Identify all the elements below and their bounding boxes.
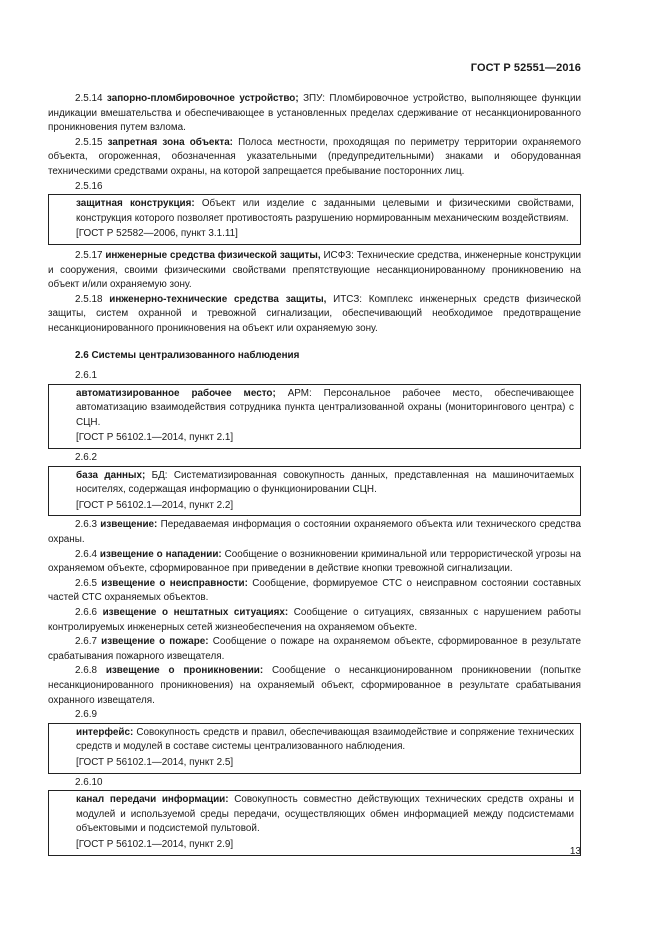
clause-2-6-10 [76,793,574,837]
clause-2-5-18 [48,293,581,337]
definition: ИСФЗ: Технические средства, инженерные конструкции и сооружения, своими физическими свойствами препятствующие несанкционированному проникновению на объект и/или охраняемую зону. [48,249,581,291]
clause-2-6-1 [76,387,574,431]
clause-2-5-14 [48,92,581,136]
term: извещение о нештатных ситуациях: [102,607,289,618]
term: извещение: [100,519,158,531]
term-box-2-6-10 [48,790,581,855]
term-box-2-6-2 [48,466,581,517]
source-reference: [ГОСТ Р 56102.1—2014, пункт 2.1] [76,432,234,444]
clause-number-2-6-9: 2.6.9 [75,709,97,721]
term-box-2-5-16 [48,194,581,245]
clause-number: 2.6.5 [75,577,97,589]
clause-number: 2.5.18 [75,293,103,305]
clause-2-5-15 [48,136,581,180]
definition: Совокупность средств и правил, обеспечивающая взаимодействие и сопряжение технических средств и модулей в составе системы централизованного наблюдения. [76,726,574,753]
source-reference: [ГОСТ Р 52582—2006, пункт 3.1.11] [76,228,238,240]
term: автоматизированное рабочее место; [76,387,276,399]
term: извещение о неисправности: [101,577,248,589]
page-number: 13 [569,846,581,857]
clause-2-6-5 [48,577,581,606]
clause-number-2-6-1: 2.6.1 [75,370,97,382]
term: запретная зона объекта: [107,136,233,148]
clause-2-5-17 [48,249,581,293]
term-box-2-6-1 [48,384,581,449]
clause-number-2-5-16: 2.5.16 [75,180,103,192]
clause-2-6-6 [48,606,581,635]
term: канал передачи информации: [76,794,229,806]
document-code: ГОСТ Р 52551—2016 [470,62,581,74]
definition: АРМ: Персональное рабочее место, обеспечивающее автоматизацию взаимодействия сотрудника пункта централизованной охраны (мониторингового центра) с СЦН. [76,387,574,428]
term: база данных; [76,469,146,481]
term: интерфейс: [76,726,134,738]
clause-number: 2.5.17 [75,249,103,261]
definition: Полоса местности, проходящая по периметру территории охраняемого объекта, огороженная, обозначенная указательными (предупредительными) знаками и оборудованная техническими средствами охраны, на которой запрещается пребывание посторонних лиц. [48,136,581,177]
clause-number-2-6-2: 2.6.2 [75,452,97,464]
term: инженерно-технические средства защиты, [109,293,327,305]
source-reference: [ГОСТ Р 56102.1—2014, пункт 2.5] [76,756,234,768]
term: инженерные средства физической защиты, [105,249,321,261]
source-reference: [ГОСТ Р 56102.1—2014, пункт 2.9] [76,838,234,850]
definition: Объект или изделие с заданными целевыми и физическими свойствами, конструкция которого позволяет противостоять разрушению нормированным механическим воздействиям. [76,198,574,224]
term: извещение о пожаре: [101,636,209,648]
definition: Совокупность совместно действующих технических средств охраны и модулей и используемой среды передачи, осуществляющих обмен информацией между подсистемами объектовыми и подсистемой пультовой. [76,794,574,835]
term: извещение о нападении: [99,548,222,560]
definition: Сообщение о возникновении криминальной или террористической угрозы на охраняемом объекте, сформированное при приведении в действие кнопки тревожной сигнализации. [48,548,581,575]
definition: БД: Систематизированная совокупность данных, представленная на машиночитаемых носителях, содержащая информацию о функционировании СЦН. [76,469,574,496]
clause-2-6-9 [76,726,574,755]
section-title: 2.6 Системы централизованного наблюдения [75,349,300,361]
definition: Сообщение, формируемое СТС о неисправном состоянии составных частей СТС охраняемых объектов. [48,577,581,604]
definition: Передаваемая информация о состоянии охраняемого объекта или технического средства охраны. [48,519,581,546]
clause-2-6-7 [48,635,581,664]
clause-2-6-8 [48,664,581,708]
clause-number: 2.6.8 [75,665,97,677]
term: извещение о проникновении: [105,665,264,677]
clause-2-5-16 [76,197,574,226]
clause-2-6-4 [48,548,581,577]
term: защитная конструкция: [76,198,195,210]
definition: Сообщение о пожаре на охраняемом объекте, сформированное в результате срабатывания пожарного извещателя. [48,636,581,662]
clause-number: 2.6.7 [75,636,97,648]
clause-number: 2.5.14 [75,93,103,104]
clause-number: 2.6.6 [75,607,97,618]
clause-number: 2.6.4 [75,548,97,560]
document-body [48,92,581,858]
clause-number: 2.6.3 [75,519,97,531]
clause-2-6-3 [48,518,581,547]
definition: Сообщение о несанкционированном проникновении (попытке несанкционированного проникновения) на охраняемый объект, сформированное в результате срабатывания охранного извещателя. [48,665,581,706]
definition: Сообщение о ситуациях, связанных с нарушением работы контролируемых инженерных сетей жизнеобеспечения на охраняемом объекте. [48,607,581,633]
clause-number-2-6-10: 2.6.10 [75,776,103,788]
clause-number: 2.5.15 [75,136,103,148]
clause-2-6-2 [76,469,574,498]
definition: ИТСЗ: Комплекс инженерных средств физической защиты, систем охранной и тревожной сигнализации, обеспечивающий необходимое предотвращение несанкционированного проникновения на объект или охраняемую зону. [48,293,581,334]
definition: ЗПУ: Пломбировочное устройство, выполняющее функции индикации вмешательства и обеспечивающее в установленных пределах сдерживание от несанкционированного проникновения путем взлома. [48,93,581,134]
term: запорно-пломбировочное устройство; [106,93,299,104]
source-reference: [ГОСТ Р 56102.1—2014, пункт 2.2] [76,499,234,511]
term-box-2-6-9 [48,723,581,774]
